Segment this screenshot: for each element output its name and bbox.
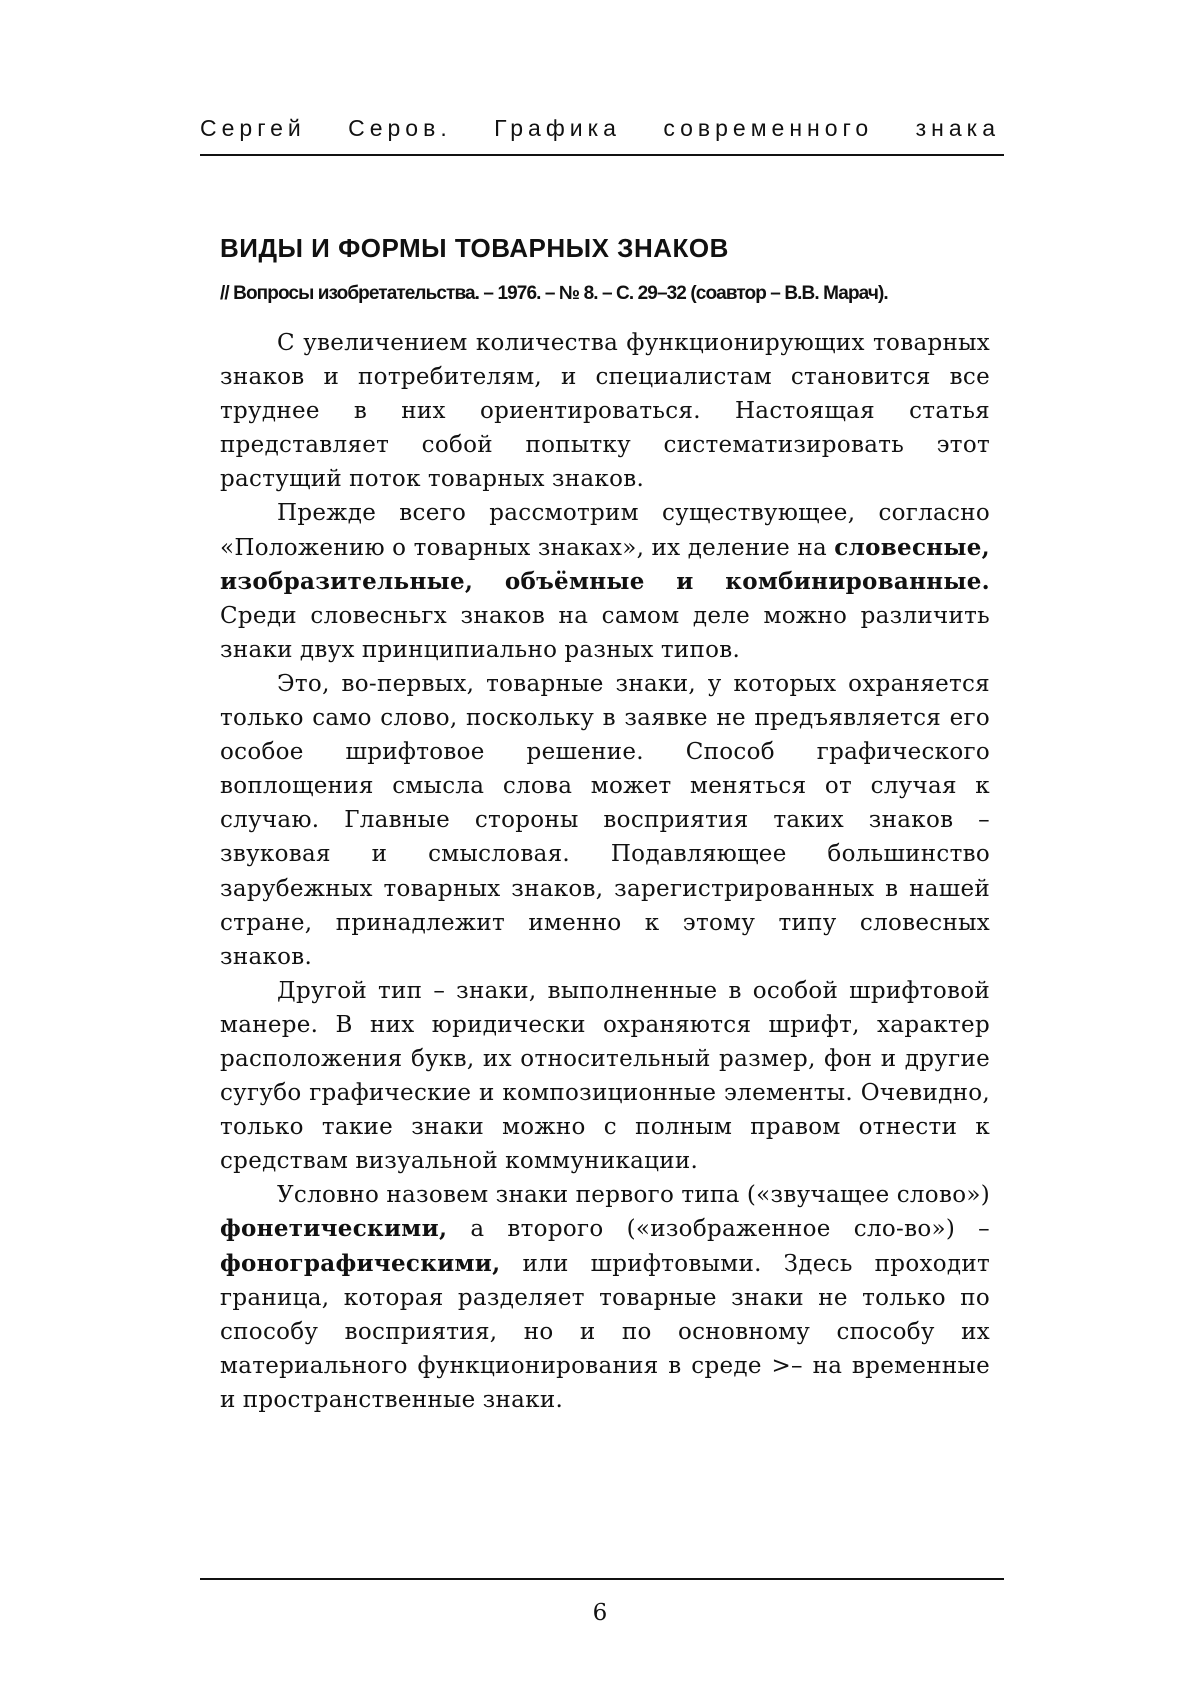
paragraph-4 bbox=[220, 974, 990, 1179]
article-body bbox=[220, 326, 990, 1417]
page-number: 6 bbox=[592, 1600, 608, 1626]
header-rule bbox=[200, 154, 1004, 156]
paragraph-2 bbox=[220, 496, 990, 666]
paragraph-5 bbox=[220, 1178, 990, 1417]
running-header bbox=[200, 114, 1000, 142]
paragraph-4-text: Другой тип – знаки, выполненные в особой шрифтовой манере. В них юридически охраняются шрифт, характер расположения букв, их относительный размер, фон и другие сугубо графические и композиционные элементы. Очевидно, только такие знаки можно с полным правом отнести к средствам визуальной коммуникации. bbox=[220, 977, 990, 1175]
paragraph-5-text-b: а второго («изображенное сло-во») – bbox=[470, 1216, 990, 1243]
header-title-word-1: Графика bbox=[494, 115, 621, 141]
paragraph-2-bold-terms: словесные, изобразительные, объёмные и комбинированные. bbox=[220, 533, 990, 595]
paragraph-3-text: Это, во-первых, товарные знаки, у которых охраняется только само слово, поскольку в заявке не предъявляется его особое шрифтовое решение. Способ графического воплощения смысла слова может меняться от случая к случаю. Главные стороны восприятия таких знаков – звуковая и смысловая. Подавляющее большинство зарубежных товарных знаков, зарегистрированных в нашей стране, принадлежит именно к этому типу словесных знаков. bbox=[220, 670, 990, 970]
paragraph-5-bold-term-2: фонографическими, bbox=[220, 1249, 501, 1277]
paragraph-2-text-a: Прежде всего рассмотрим существующее, согласно «Положению о товарных знаках», их деление на bbox=[220, 500, 990, 561]
article-title: ВИДЫ И ФОРМЫ ТОВАРНЫХ ЗНАКОВ bbox=[220, 233, 729, 263]
header-title-word-3: знака bbox=[915, 115, 1000, 141]
paragraph-1-text: С увеличением количества функционирующих товарных знаков и потребителям, и специалистам становится все труднее в них ориентироваться. Настоящая статья представляет собой попытку систематизировать этот растущий поток товарных знаков. bbox=[220, 330, 990, 493]
paragraph-2-text-b: Среди словесньгх знаков на самом деле можно различить знаки двух принципиально разных типов. bbox=[220, 602, 990, 663]
footer-rule bbox=[200, 1578, 1004, 1580]
header-author-last-name: Серов. bbox=[348, 115, 452, 141]
article-citation: // Вопросы изобретательства. – 1976. – № 8. – С. 29–32 (соавтор – В.В. Марач). bbox=[220, 283, 888, 304]
paragraph-1 bbox=[220, 326, 990, 496]
paragraph-5-text-c: или шрифтовыми. Здесь проходит граница, которая разделяет товарные знаки не только по способу восприятия, но и по основному способу их материального функционирования в среде >– на временные и пространственные знаки. bbox=[220, 1250, 990, 1413]
header-author-first-name: Сергей bbox=[200, 115, 306, 141]
paragraph-3 bbox=[220, 667, 990, 974]
paragraph-5-text-a: Условно назовем знаки первого типа («звучащее слово») bbox=[277, 1182, 990, 1209]
paragraph-5-bold-term-1: фонетическими, bbox=[220, 1215, 448, 1243]
header-title-word-2: современного bbox=[663, 115, 874, 141]
